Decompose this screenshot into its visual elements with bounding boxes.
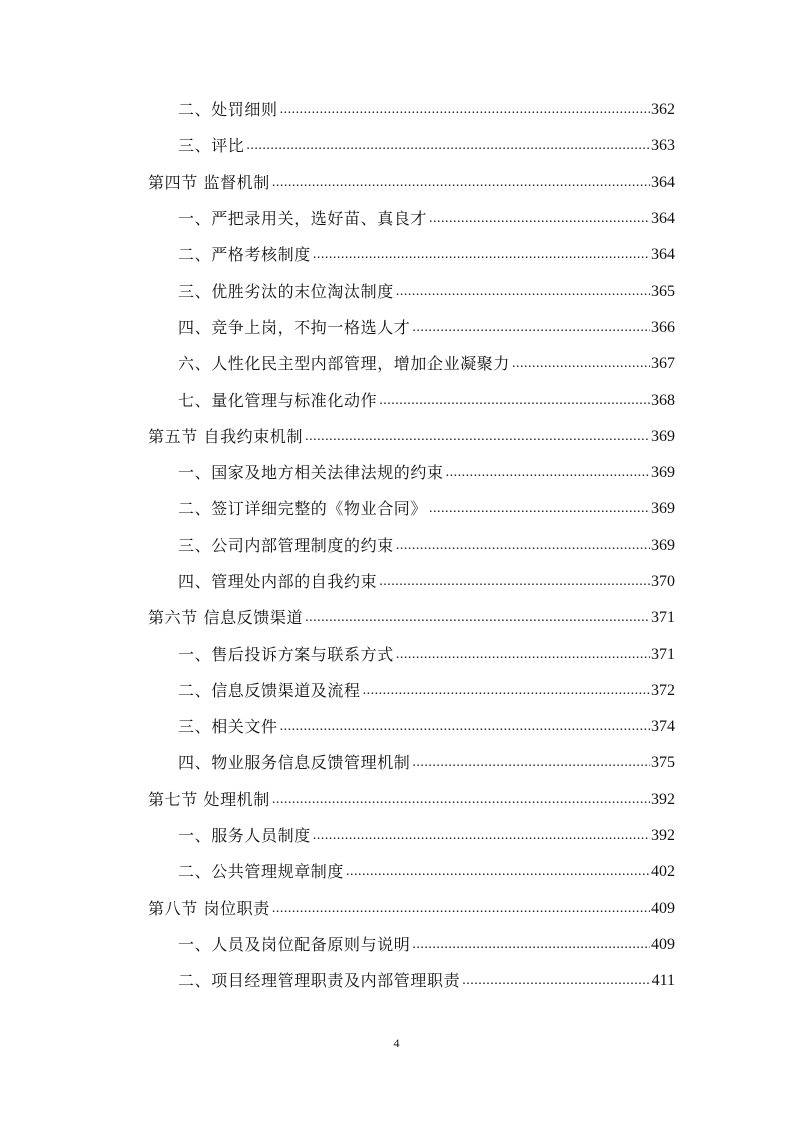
toc-entry-label: 四、物业服务信息反馈管理机制 — [178, 753, 411, 773]
toc-subsection-entry[interactable] — [148, 564, 675, 600]
toc-entry-label: 第七节 处理机制 — [148, 789, 270, 809]
toc-entry-label: 一、人员及岗位配备原则与说明 — [178, 934, 411, 954]
toc-subsection-entry[interactable] — [148, 963, 675, 999]
toc-dot-leader — [346, 862, 650, 882]
toc-dot-leader — [313, 245, 650, 265]
toc-entry-page-number: 375 — [651, 754, 675, 772]
toc-entry-label: 二、处罚细则 — [178, 100, 278, 120]
toc-subsection-entry[interactable] — [148, 310, 675, 346]
toc-section-entry[interactable] — [148, 419, 675, 455]
toc-subsection-entry[interactable] — [148, 636, 675, 672]
toc-entry-page-number: 371 — [651, 645, 675, 663]
toc-entry-label: 一、严把录用关，选好苗、真良才 — [178, 209, 428, 229]
toc-entry-label: 七、量化管理与标准化动作 — [178, 390, 378, 410]
toc-entry-label: 一、服务人员制度 — [178, 826, 311, 846]
toc-dot-leader — [305, 608, 650, 628]
toc-entry-page-number: 365 — [651, 282, 675, 300]
toc-dot-leader — [379, 391, 650, 411]
toc-entry-page-number: 364 — [651, 173, 675, 191]
toc-dot-leader — [429, 209, 650, 229]
toc-subsection-entry[interactable] — [148, 346, 675, 382]
toc-entry-page-number: 374 — [651, 718, 675, 736]
toc-dot-leader — [462, 971, 650, 991]
toc-entry-page-number: 367 — [651, 355, 675, 373]
toc-entry-page-number: 409 — [651, 899, 675, 917]
toc-entry-page-number: 409 — [651, 935, 675, 953]
toc-dot-leader — [305, 427, 650, 447]
toc-entry-page-number: 368 — [651, 391, 675, 409]
toc-subsection-entry[interactable] — [148, 818, 675, 854]
toc-entry-label: 一、国家及地方相关法律法规的约束 — [178, 463, 444, 483]
toc-subsection-entry[interactable] — [148, 491, 675, 527]
toc-entry-label: 二、信息反馈渠道及流程 — [178, 680, 361, 700]
toc-entry-page-number: 363 — [651, 137, 675, 155]
toc-dot-leader — [412, 318, 650, 338]
toc-entry-label: 第四节 监督机制 — [148, 172, 270, 192]
toc-section-entry[interactable] — [148, 891, 675, 927]
toc-entry-page-number: 369 — [651, 464, 675, 482]
table-of-contents — [148, 92, 675, 999]
toc-dot-leader — [246, 136, 650, 156]
toc-subsection-entry[interactable] — [148, 745, 675, 781]
toc-entry-page-number: 411 — [651, 972, 675, 990]
toc-entry-label: 二、项目经理管理职责及内部管理职责 — [178, 971, 461, 991]
toc-dot-leader — [412, 753, 650, 773]
toc-entry-page-number: 369 — [651, 500, 675, 518]
toc-entry-page-number: 402 — [651, 863, 675, 881]
toc-dot-leader — [396, 536, 650, 556]
toc-dot-leader — [280, 100, 650, 120]
toc-subsection-entry[interactable] — [148, 709, 675, 745]
toc-dot-leader — [512, 354, 650, 374]
toc-entry-label: 四、竞争上岗，不拘一格选人才 — [178, 317, 411, 337]
toc-entry-label: 第六节 信息反馈渠道 — [148, 608, 304, 628]
toc-subsection-entry[interactable] — [148, 528, 675, 564]
toc-entry-label: 三、优胜劣汰的末位淘汰制度 — [178, 281, 394, 301]
toc-entry-page-number: 371 — [651, 609, 675, 627]
toc-section-entry[interactable] — [148, 782, 675, 818]
toc-entry-label: 二、公共管理规章制度 — [178, 862, 345, 882]
toc-entry-label: 六、人性化民主型内部管理，增加企业凝聚力 — [178, 354, 511, 374]
toc-dot-leader — [379, 572, 650, 592]
toc-entry-page-number: 369 — [651, 427, 675, 445]
toc-entry-page-number: 364 — [651, 246, 675, 264]
toc-dot-leader — [446, 463, 650, 483]
toc-subsection-entry[interactable] — [148, 455, 675, 491]
toc-entry-page-number: 364 — [651, 210, 675, 228]
toc-entry-label: 二、严格考核制度 — [178, 245, 311, 265]
toc-entry-label: 二、签订详细完整的《物业合同》 — [178, 499, 428, 519]
toc-entry-page-number: 362 — [651, 101, 675, 119]
toc-subsection-entry[interactable] — [148, 128, 675, 164]
toc-entry-label: 第八节 岗位职责 — [148, 898, 270, 918]
toc-dot-leader — [396, 282, 650, 302]
toc-dot-leader — [396, 645, 650, 665]
toc-entry-label: 第五节 自我约束机制 — [148, 426, 304, 446]
toc-entry-label: 三、相关文件 — [178, 717, 278, 737]
toc-section-entry[interactable] — [148, 165, 675, 201]
toc-dot-leader — [272, 790, 650, 810]
toc-entry-page-number: 370 — [651, 573, 675, 590]
toc-subsection-entry[interactable] — [148, 237, 675, 273]
toc-dot-leader — [280, 717, 650, 737]
toc-entry-page-number: 392 — [651, 827, 675, 845]
toc-entry-page-number: 369 — [651, 536, 675, 554]
toc-entry-label: 四、管理处内部的自我约束 — [178, 572, 378, 591]
toc-dot-leader — [272, 173, 650, 193]
toc-section-entry[interactable] — [148, 600, 675, 636]
toc-entry-label: 三、评比 — [178, 136, 245, 156]
toc-dot-leader — [412, 935, 650, 955]
page-number: 4 — [393, 1036, 400, 1050]
toc-entry-page-number: 372 — [651, 681, 675, 699]
toc-entry-label: 一、售后投诉方案与联系方式 — [178, 644, 394, 664]
toc-subsection-entry[interactable] — [148, 673, 675, 709]
toc-subsection-entry[interactable] — [148, 273, 675, 309]
toc-dot-leader — [272, 899, 650, 919]
toc-entry-label: 三、公司内部管理制度的约束 — [178, 535, 394, 555]
toc-subsection-entry[interactable] — [148, 92, 675, 128]
toc-subsection-entry[interactable] — [148, 927, 675, 963]
toc-subsection-entry[interactable] — [148, 854, 675, 890]
toc-dot-leader — [429, 499, 650, 519]
toc-entry-page-number: 392 — [651, 790, 675, 808]
toc-subsection-entry[interactable] — [148, 382, 675, 418]
toc-subsection-entry[interactable] — [148, 201, 675, 237]
toc-dot-leader — [313, 826, 650, 846]
toc-entry-page-number: 366 — [651, 318, 675, 336]
toc-dot-leader — [363, 681, 650, 701]
